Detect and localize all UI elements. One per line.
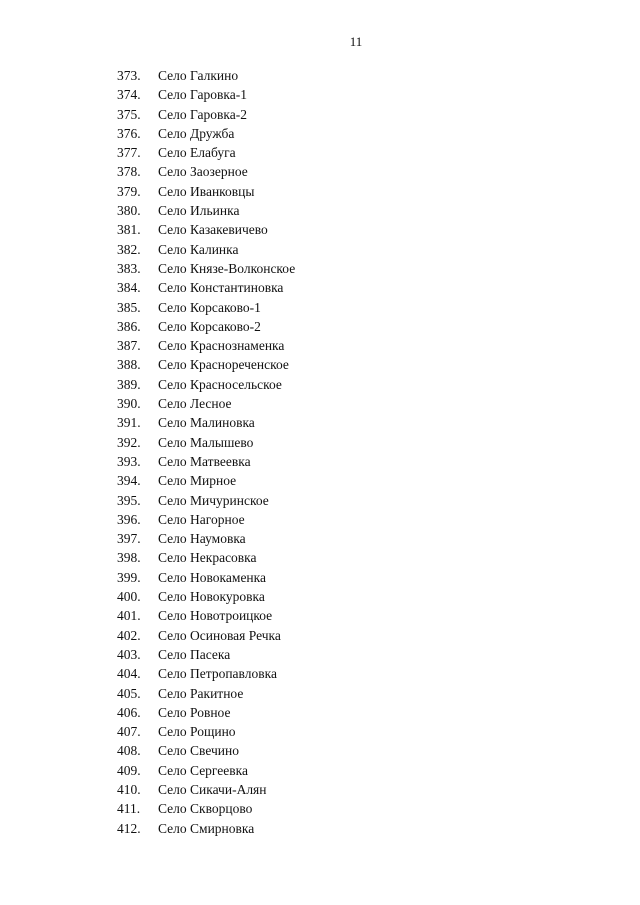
item-number: 375. — [117, 106, 141, 122]
list-item — [117, 529, 295, 548]
item-name: Село Гаровка-1 — [158, 87, 247, 103]
list-item — [117, 220, 295, 239]
item-number: 391. — [117, 415, 141, 431]
list-item — [117, 105, 295, 124]
item-name: Село Заозерное — [158, 164, 248, 180]
list-item — [117, 684, 295, 703]
item-name: Село Новокаменка — [158, 569, 267, 585]
item-name: Село Гаровка-2 — [158, 106, 247, 122]
list-item — [117, 491, 295, 510]
list-item — [117, 66, 295, 85]
item-number: 412. — [117, 820, 141, 836]
item-number: 411. — [117, 801, 141, 817]
item-number: 394. — [117, 473, 141, 489]
item-number: 389. — [117, 376, 141, 392]
list-item — [117, 433, 295, 452]
item-name: Село Осиновая Речка — [158, 627, 281, 643]
list-item — [117, 298, 295, 317]
item-name: Село Сергеевка — [158, 762, 248, 778]
item-number: 392. — [117, 434, 141, 450]
item-name: Село Наумовка — [158, 531, 246, 547]
list-item — [117, 587, 295, 606]
list-item — [117, 162, 295, 181]
item-name: Село Иванковцы — [158, 183, 255, 199]
item-number: 390. — [117, 396, 141, 412]
list-item — [117, 703, 295, 722]
item-name: Село Дружба — [158, 125, 235, 141]
item-name: Село Ракитное — [158, 685, 244, 701]
item-number: 382. — [117, 241, 141, 257]
item-number: 402. — [117, 627, 141, 643]
item-number: 388. — [117, 357, 141, 373]
item-name: Село Константиновка — [158, 280, 284, 296]
item-name: Село Нагорное — [158, 511, 245, 527]
item-name: Село Лесное — [158, 396, 232, 412]
list-item — [117, 471, 295, 490]
list-item — [117, 317, 295, 336]
item-number: 374. — [117, 87, 141, 103]
list-item — [117, 664, 295, 683]
list-item — [117, 143, 295, 162]
item-name: Село Мирное — [158, 473, 237, 489]
item-number: 401. — [117, 608, 141, 624]
item-name: Село Красносельское — [158, 376, 282, 392]
item-name: Село Скворцово — [158, 801, 253, 817]
list-item — [117, 336, 295, 355]
list-item — [117, 722, 295, 741]
item-number: 393. — [117, 453, 141, 469]
page-number: 11 — [349, 34, 363, 49]
item-number: 381. — [117, 222, 141, 238]
item-number: 379. — [117, 183, 141, 199]
item-name: Село Ровное — [158, 704, 231, 720]
item-name: Село Матвеевка — [158, 453, 251, 469]
item-number: 399. — [117, 569, 141, 585]
list-item — [117, 606, 295, 625]
list-item — [117, 85, 295, 104]
item-number: 373. — [117, 68, 141, 83]
list-item — [117, 510, 295, 529]
item-name: Село Краснореченское — [158, 357, 289, 373]
item-name: Село Новотроицкое — [158, 608, 273, 624]
item-name: Село Калинка — [158, 241, 239, 257]
list-item — [117, 375, 295, 394]
item-number: 380. — [117, 203, 141, 219]
item-name: Село Галкино — [158, 68, 239, 83]
list-item — [117, 645, 295, 664]
item-number: 406. — [117, 704, 141, 720]
item-name: Село Краснознаменка — [158, 338, 285, 354]
item-number: 387. — [117, 338, 141, 354]
list-item — [117, 413, 295, 432]
item-name: Село Сикачи-Алян — [158, 781, 267, 797]
list-item — [117, 452, 295, 471]
list-item — [117, 741, 295, 760]
item-number: 407. — [117, 724, 141, 740]
item-name: Село Ильинка — [158, 203, 240, 219]
item-number: 408. — [117, 743, 141, 759]
list-item — [117, 394, 295, 413]
settlement-list — [117, 66, 295, 838]
item-name: Село Малиновка — [158, 415, 255, 431]
item-number: 400. — [117, 589, 141, 605]
item-number: 396. — [117, 511, 141, 527]
list-item — [117, 278, 295, 297]
item-number: 395. — [117, 492, 141, 508]
list-item — [117, 819, 295, 838]
list-item — [117, 124, 295, 143]
item-name: Село Корсаково-1 — [158, 299, 261, 315]
item-name: Село Мичуринское — [158, 492, 269, 508]
list-item — [117, 626, 295, 645]
item-name: Село Корсаково-2 — [158, 318, 261, 334]
item-number: 378. — [117, 164, 141, 180]
item-name: Село Князе-Волконское — [158, 260, 296, 276]
item-name: Село Петропавловка — [158, 666, 277, 682]
item-number: 405. — [117, 685, 141, 701]
item-number: 376. — [117, 125, 141, 141]
list-item — [117, 799, 295, 818]
item-number: 404. — [117, 666, 141, 682]
item-name: Село Смирновка — [158, 820, 255, 836]
item-number: 409. — [117, 762, 141, 778]
list-item — [117, 780, 295, 799]
item-number: 386. — [117, 318, 141, 334]
item-name: Село Пасека — [158, 646, 231, 662]
item-name: Село Некрасовка — [158, 550, 257, 566]
item-number: 410. — [117, 781, 141, 797]
list-item — [117, 355, 295, 374]
list-item — [117, 548, 295, 567]
item-name: Село Малышево — [158, 434, 254, 450]
list-item — [117, 182, 295, 201]
item-number: 383. — [117, 260, 141, 276]
item-number: 398. — [117, 550, 141, 566]
item-number: 384. — [117, 280, 141, 296]
item-name: Село Новокуровка — [158, 589, 265, 605]
item-name: Село Свечино — [158, 743, 239, 759]
list-item — [117, 240, 295, 259]
item-name: Село Казакевичево — [158, 222, 268, 238]
list-item — [117, 761, 295, 780]
item-number: 403. — [117, 646, 141, 662]
item-number: 385. — [117, 299, 141, 315]
list-item — [117, 259, 295, 278]
list-item — [117, 201, 295, 220]
item-name: Село Рощино — [158, 724, 236, 740]
item-number: 397. — [117, 531, 141, 547]
item-name: Село Елабуга — [158, 145, 236, 161]
list-item — [117, 568, 295, 587]
item-number: 377. — [117, 145, 141, 161]
